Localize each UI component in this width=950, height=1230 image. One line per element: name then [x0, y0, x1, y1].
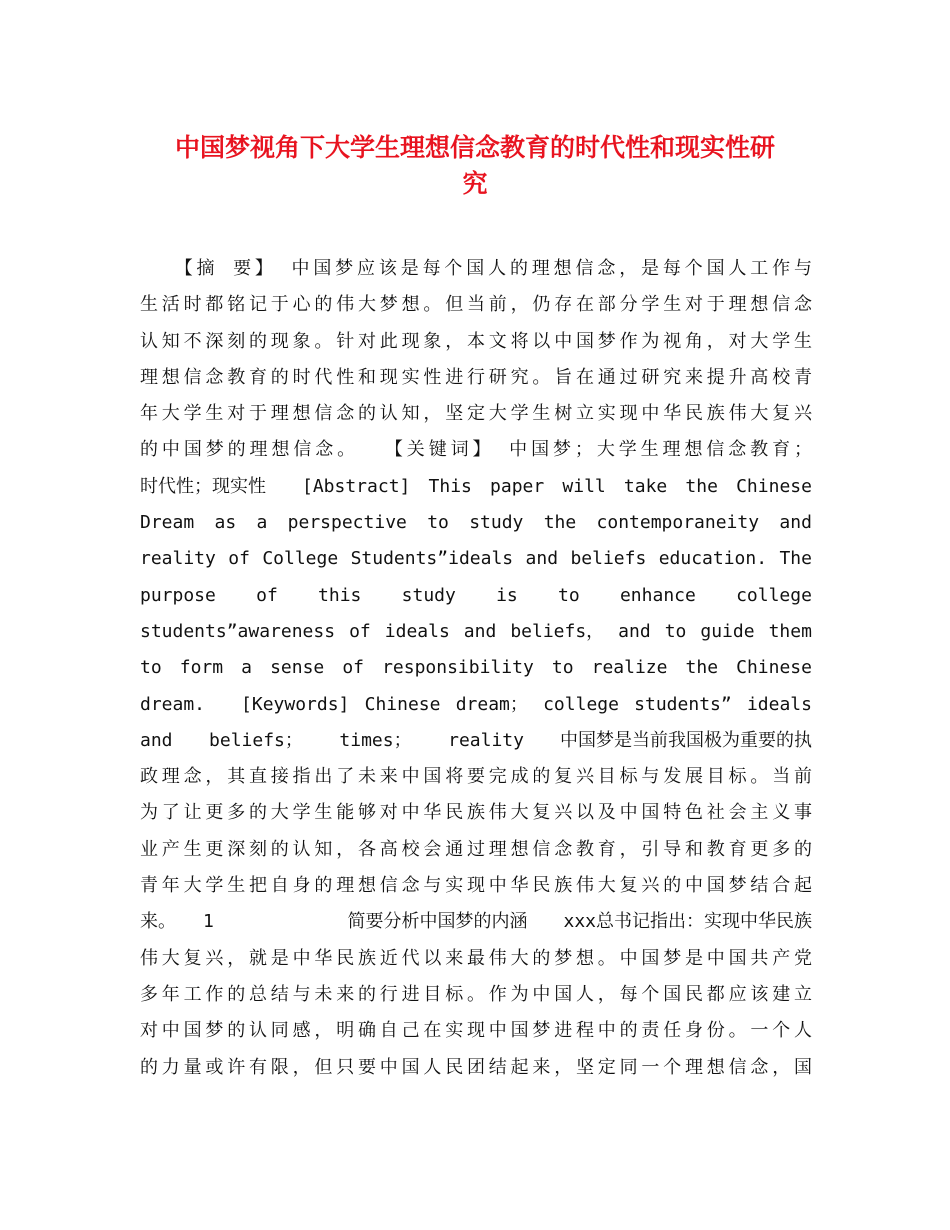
body-line: 为了让更多的大学生能够对中华民族伟大复兴以及中国特色社会主义事 — [140, 802, 812, 824]
body-line: 认知不深刻的现象。针对此现象，本文将以中国梦作为视角，对大学生 — [140, 330, 812, 352]
body-line: students”awareness of ideals and beliefs， and to guide them — [140, 620, 812, 642]
body-line: 多年工作的总结与未来的行进目标。作为中国人，每个国民都应该建立 — [140, 983, 812, 1005]
title-line: 究 — [462, 169, 488, 199]
body-line: 【摘 要】 中国梦应该是每个国人的理想信念，是每个国人工作与 — [140, 258, 812, 279]
body-line: purpose of this study is to enhance college — [140, 584, 812, 606]
body-line: 的力量或许有限，但只要中国人民团结起来，坚定同一个理想信念，国 — [140, 1056, 812, 1078]
body-line: 伟大复兴，就是中华民族近代以来最伟大的梦想。中国梦是中国共产党 — [140, 947, 812, 969]
body-line: 时代性；现实性 [Abstract] This paper will take the Chinese — [140, 475, 812, 497]
body-line: to form a sense of responsibility to realize the Chinese — [140, 657, 812, 679]
document-title — [120, 124, 830, 197]
body-line: dream. [Keywords] Chinese dream； college students” ideals — [140, 693, 812, 715]
body-line: 青年大学生把自身的理想信念与实现中华民族伟大复兴的中国梦结合起 — [140, 875, 812, 897]
body-line: 业产生更深刻的认知，各高校会通过理想信念教育，引导和教育更多的 — [140, 838, 812, 860]
body-line: Dream as a perspective to study the contemporaneity and — [140, 512, 812, 534]
body-line: and beliefs； times； reality 中国梦是当前我国极为重要的执 — [140, 729, 812, 751]
body-line: 政理念，其直接指出了未来中国将要完成的复兴目标与发展目标。当前 — [140, 766, 812, 788]
body-line: 来。 1 简要分析中国梦的内涵 xxx总书记指出：实现中华民族 — [140, 911, 812, 933]
body-line: 年大学生对于理想信念的认知，坚定大学生树立实现中华民族伟大复兴 — [140, 403, 812, 425]
body-line: reality of College Students”ideals and beliefs education. The — [140, 548, 812, 570]
document-body — [140, 251, 812, 1086]
body-line: 对中国梦的认同感，明确自己在实现中国梦进程中的责任身份。一个人 — [140, 1020, 812, 1042]
body-line: 理想信念教育的时代性和现实性进行研究。旨在通过研究来提升高校青 — [140, 366, 812, 388]
title-line: 中国梦视角下大学生理想信念教育的时代性和现实性研 — [174, 133, 775, 162]
body-line: 的中国梦的理想信念。 【关键词】 中国梦；大学生理想信念教育； — [140, 439, 812, 461]
body-line: 生活时都铭记于心的伟大梦想。但当前，仍存在部分学生对于理想信念 — [140, 294, 812, 316]
